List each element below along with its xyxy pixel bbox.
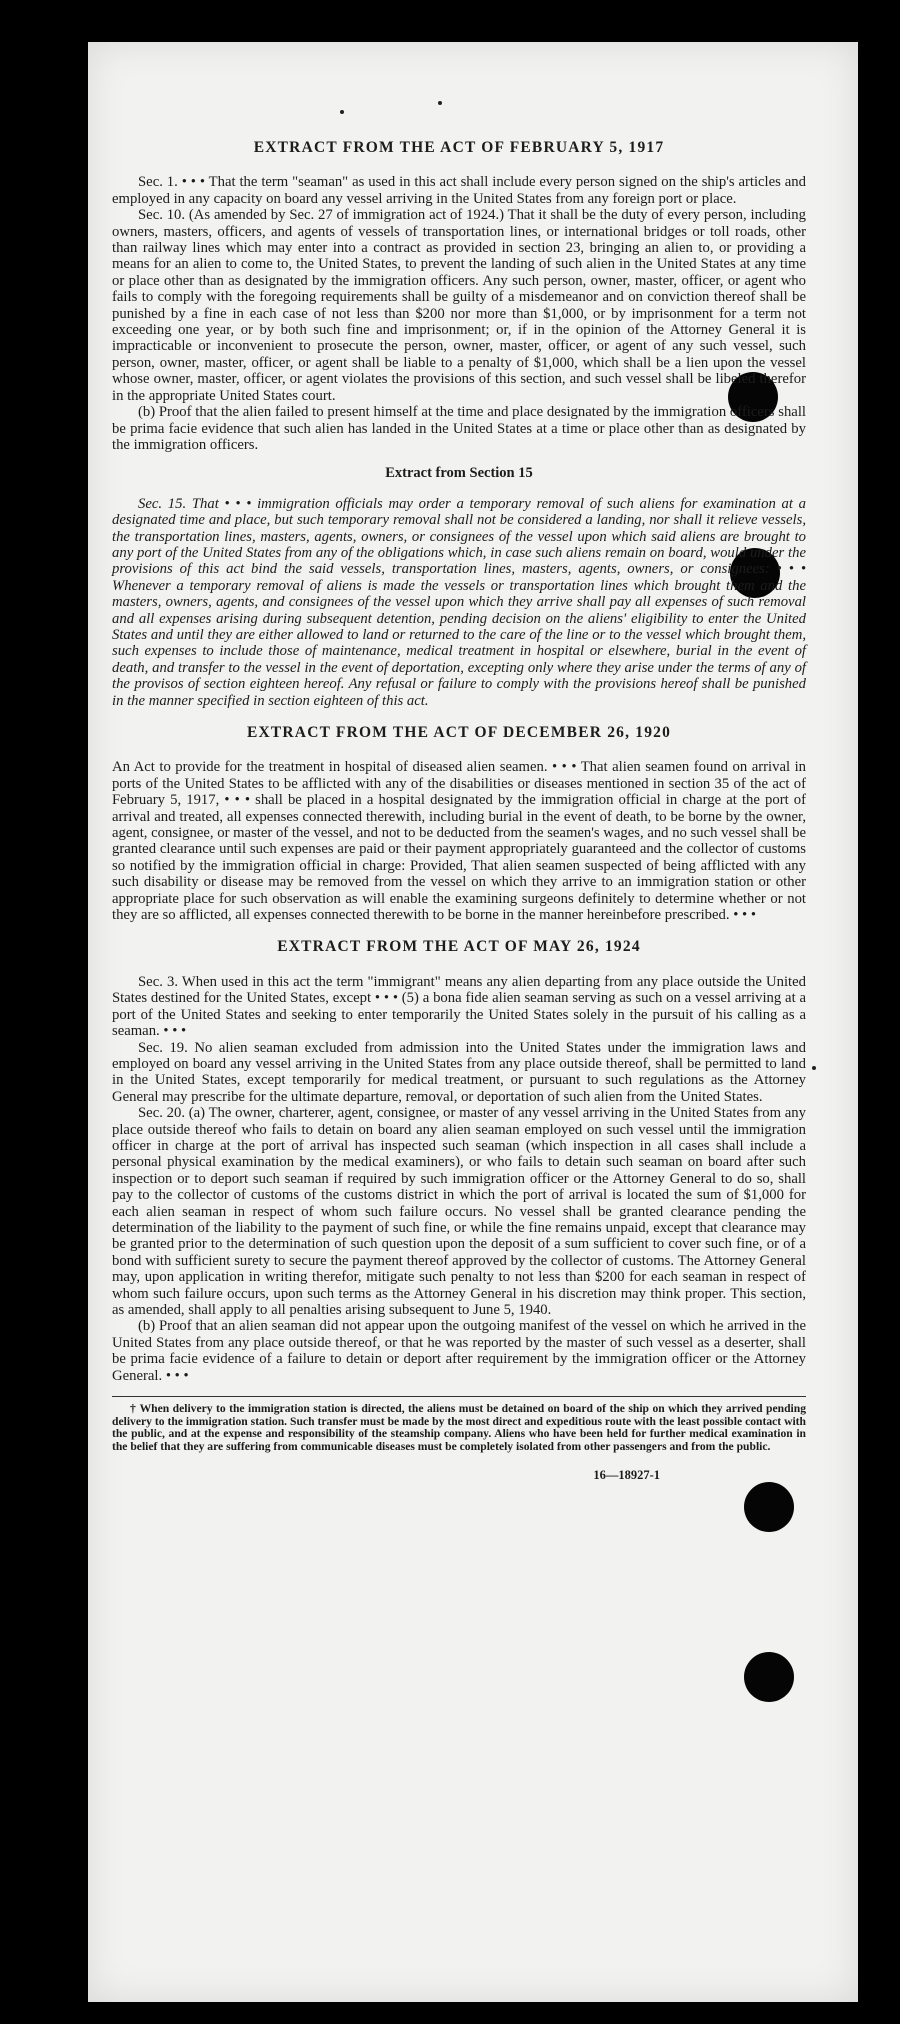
sec-20b-paragraph: (b) Proof that an alien seaman did not appear upon the outgoing manifest of the vessel on which he arrived in the United States from any place outside thereof, or that he was reported by the master of such vessel as a deserter, shall be prima facie evidence of a failure to detain or deport after requirement by the immigration officer or the Attorney General. • • • <box>112 1318 806 1384</box>
sec-10-paragraph: Sec. 10. (As amended by Sec. 27 of immigration act of 1924.) That it shall be the duty of every person, including owners, masters, officers, and agents of vessels of transportation lines, or international bridges or toll roads, other than railway lines which may enter into a contract as provided in section 23, bringing an alien to, or providing a means for an alien to come to, the United States, to prevent the landing of such alien in the United States at any time or place other than as designated by the immigration officers. Any such person, owner, master, officer, or agent who fails to comply with the foregoing requirements shall be guilty of a misdemeanor and on conviction thereof shall be punished by a fine in each case of not less than $200 nor more than $1,000, or by imprisonment for a term not exceeding one year, or by both such fine and imprisonment; or, if in the opinion of the Attorney General it is impracticable or inconvenient to prosecute the person, owner, master, officer, or agent of any such vessel, such person, owner, master, officer, or agent shall be liable to a penalty of $1,000, which shall be a lien upon the vessel whose owner, master, officer, or agent violates the provisions of this section, and such vessel shall be libeled therefor in the appropriate United States court. <box>112 207 806 404</box>
heading-act-1924: EXTRACT FROM THE ACT OF MAY 26, 1924 <box>277 938 641 956</box>
footnote: † When delivery to the immigration station is directed, the aliens must be detained on board of the ship on which they arrived pending delivery to the immigration station. Such transfer must be made by the most direct and expeditious route with the least possible contact with the public, and at the expense and responsibility of the steamship company. Aliens who have been held for further medical examination in the belief that they are suffering from communicable diseases must be completely isolated from other passengers and from the public. <box>112 1402 806 1453</box>
footnote-divider <box>112 1396 806 1397</box>
act-1920-paragraph: An Act to provide for the treatment in hospital of diseased alien seamen. • • • That alien seamen found on arrival in ports of the United States to be afflicted with any of the disabilities or diseases mentioned in section 35 of the act of February 5, 1917, • • • shall be placed in a hospital designated by the immigration official in charge at the port of arrival and treated, all expenses connected therewith, including burial in the event of death, to be borne by the owner, agent, consignee, or master of the vessel, and not to be deducted from the seamen's wages, and no such vessel shall be granted clearance until such expenses are paid or their payment appropriately guaranteed and the collector of customs so notified by the immigration official in charge: Provided, That alien seamen suspected of being afflicted with any such disability or disease may be removed from the vessel on which they arrive to an immigration station or other appropriate place for such observation as will enable the examining surgeons definitely to determine whether or not they are so afflicted, all expenses connected therewith to be borne in the manner hereinbefore prescribed. • • • <box>112 759 806 924</box>
sec-3-paragraph: Sec. 3. When used in this act the term "immigrant" means any alien departing from any place outside the United States destined for the United States, except • • • (5) a bona fide alien seaman serving as such on a vessel arriving at a port of the United States and seeking to enter temporarily the United States solely in the pursuit of his calling as a seaman. • • • <box>112 973 806 1040</box>
sec-15-paragraph: Sec. 15. That • • • immigration officials may order a temporary removal of such aliens for examination at a designated time and place, but such temporary removal shall not be considered a landing, nor shall it relieve vessels, the transportation lines, masters, agents, owners, or consignees of the vessel upon which said aliens are brought to any port of the United States from any of the obligations which, in case such aliens remain on board, would under the provisions of this act bind the said vessels, transportation lines, masters, agents, owners, or consignees: • • • Whenever a temporary removal of aliens is made the vessels or transportation lines which brought them and the masters, owners, agents, and consignees of the vessel upon which they arrive shall pay all expenses of such removal and all expenses arising during subsequent detention, pending decision on the aliens' eligibility to enter the United States and until they are either allowed to land or returned to the care of the line or to the vessel which brought them, such expenses to include those of maintenance, medical treatment in hospital or elsewhere, burial in the event of death, and transfer to the vessel in the event of deportation, excepting only where they arise under the terms of any of the provisos of section eighteen hereof. Any refusal or failure to comply with the provisions hereof shall be punished in the manner specified in section eighteen of this act. <box>112 495 806 709</box>
punch-hole <box>744 1482 794 1532</box>
sec-1-paragraph: Sec. 1. • • • That the term "seaman" as used in this act shall include every person signed on the ship's articles and employed in any capacity on board any vessel arriving in the United States from any foreign port or place. <box>112 174 806 207</box>
heading-act-1920: EXTRACT FROM THE ACT OF DECEMBER 26, 1920 <box>246 724 672 741</box>
heading-section-15: Extract from Section 15 <box>385 465 533 482</box>
sec-10b-paragraph: (b) Proof that the alien failed to present himself at the time and place designated by the immigration officers shall be prima facie evidence that such alien has landed in the United States at a time or place other than as designated by the immigration officers. <box>112 404 806 453</box>
ink-speck <box>812 1066 816 1070</box>
punch-hole <box>744 1652 794 1702</box>
ink-speck <box>340 110 344 114</box>
sec-20-paragraph: Sec. 20. (a) The owner, charterer, agent, consignee, or master of any vessel arriving in the United States from any place outside thereof who fails to detain on board any alien seaman employed on such vessel until the immigration officer in charge at the port of arrival has inspected such seaman (which inspection in all cases shall include a personal physical examination by the medical examiners), or who fails to detain such seaman on board after such inspection or to deport such seaman if required by such immigration officer or the Attorney General to do so, shall pay to the collector of customs of the customs district in which the port of arrival is located the sum of $1,000 for each alien seaman in respect of whom such failure occurs. No vessel shall be granted clearance pending the determination of the liability to the payment of such fine, or while the fine remains unpaid, except that clearance may be granted prior to the determination of such question upon the deposit of a sum sufficient to cover such fine, or of a bond with sufficient surety to secure the payment thereof approved by the collector of customs. The Attorney General may, upon application in writing therefor, mitigate such penalty to not less than $200 for each seaman in respect of whom such failure occurs, upon such terms as the Attorney General in his discretion may think proper. This section, as amended, shall apply to all penalties arising subsequent to June 5, 1940. <box>112 1105 806 1318</box>
document-body <box>112 140 806 1484</box>
sec-19-paragraph: Sec. 19. No alien seaman excluded from admission into the United States under the immigration laws and employed on board any vessel arriving in the United States from any place outside thereof, shall be permitted to land in the United States, except temporarily for medical treatment, or pursuant to such regulations as the Attorney General may prescribe for the ultimate departure, removal, or deportation of such alien from the United States. <box>112 1039 806 1105</box>
heading-act-1917: EXTRACT FROM THE ACT OF FEBRUARY 5, 1917 <box>253 139 665 156</box>
form-number: 16—18927-1 <box>593 1468 660 1483</box>
ink-speck <box>438 101 442 105</box>
